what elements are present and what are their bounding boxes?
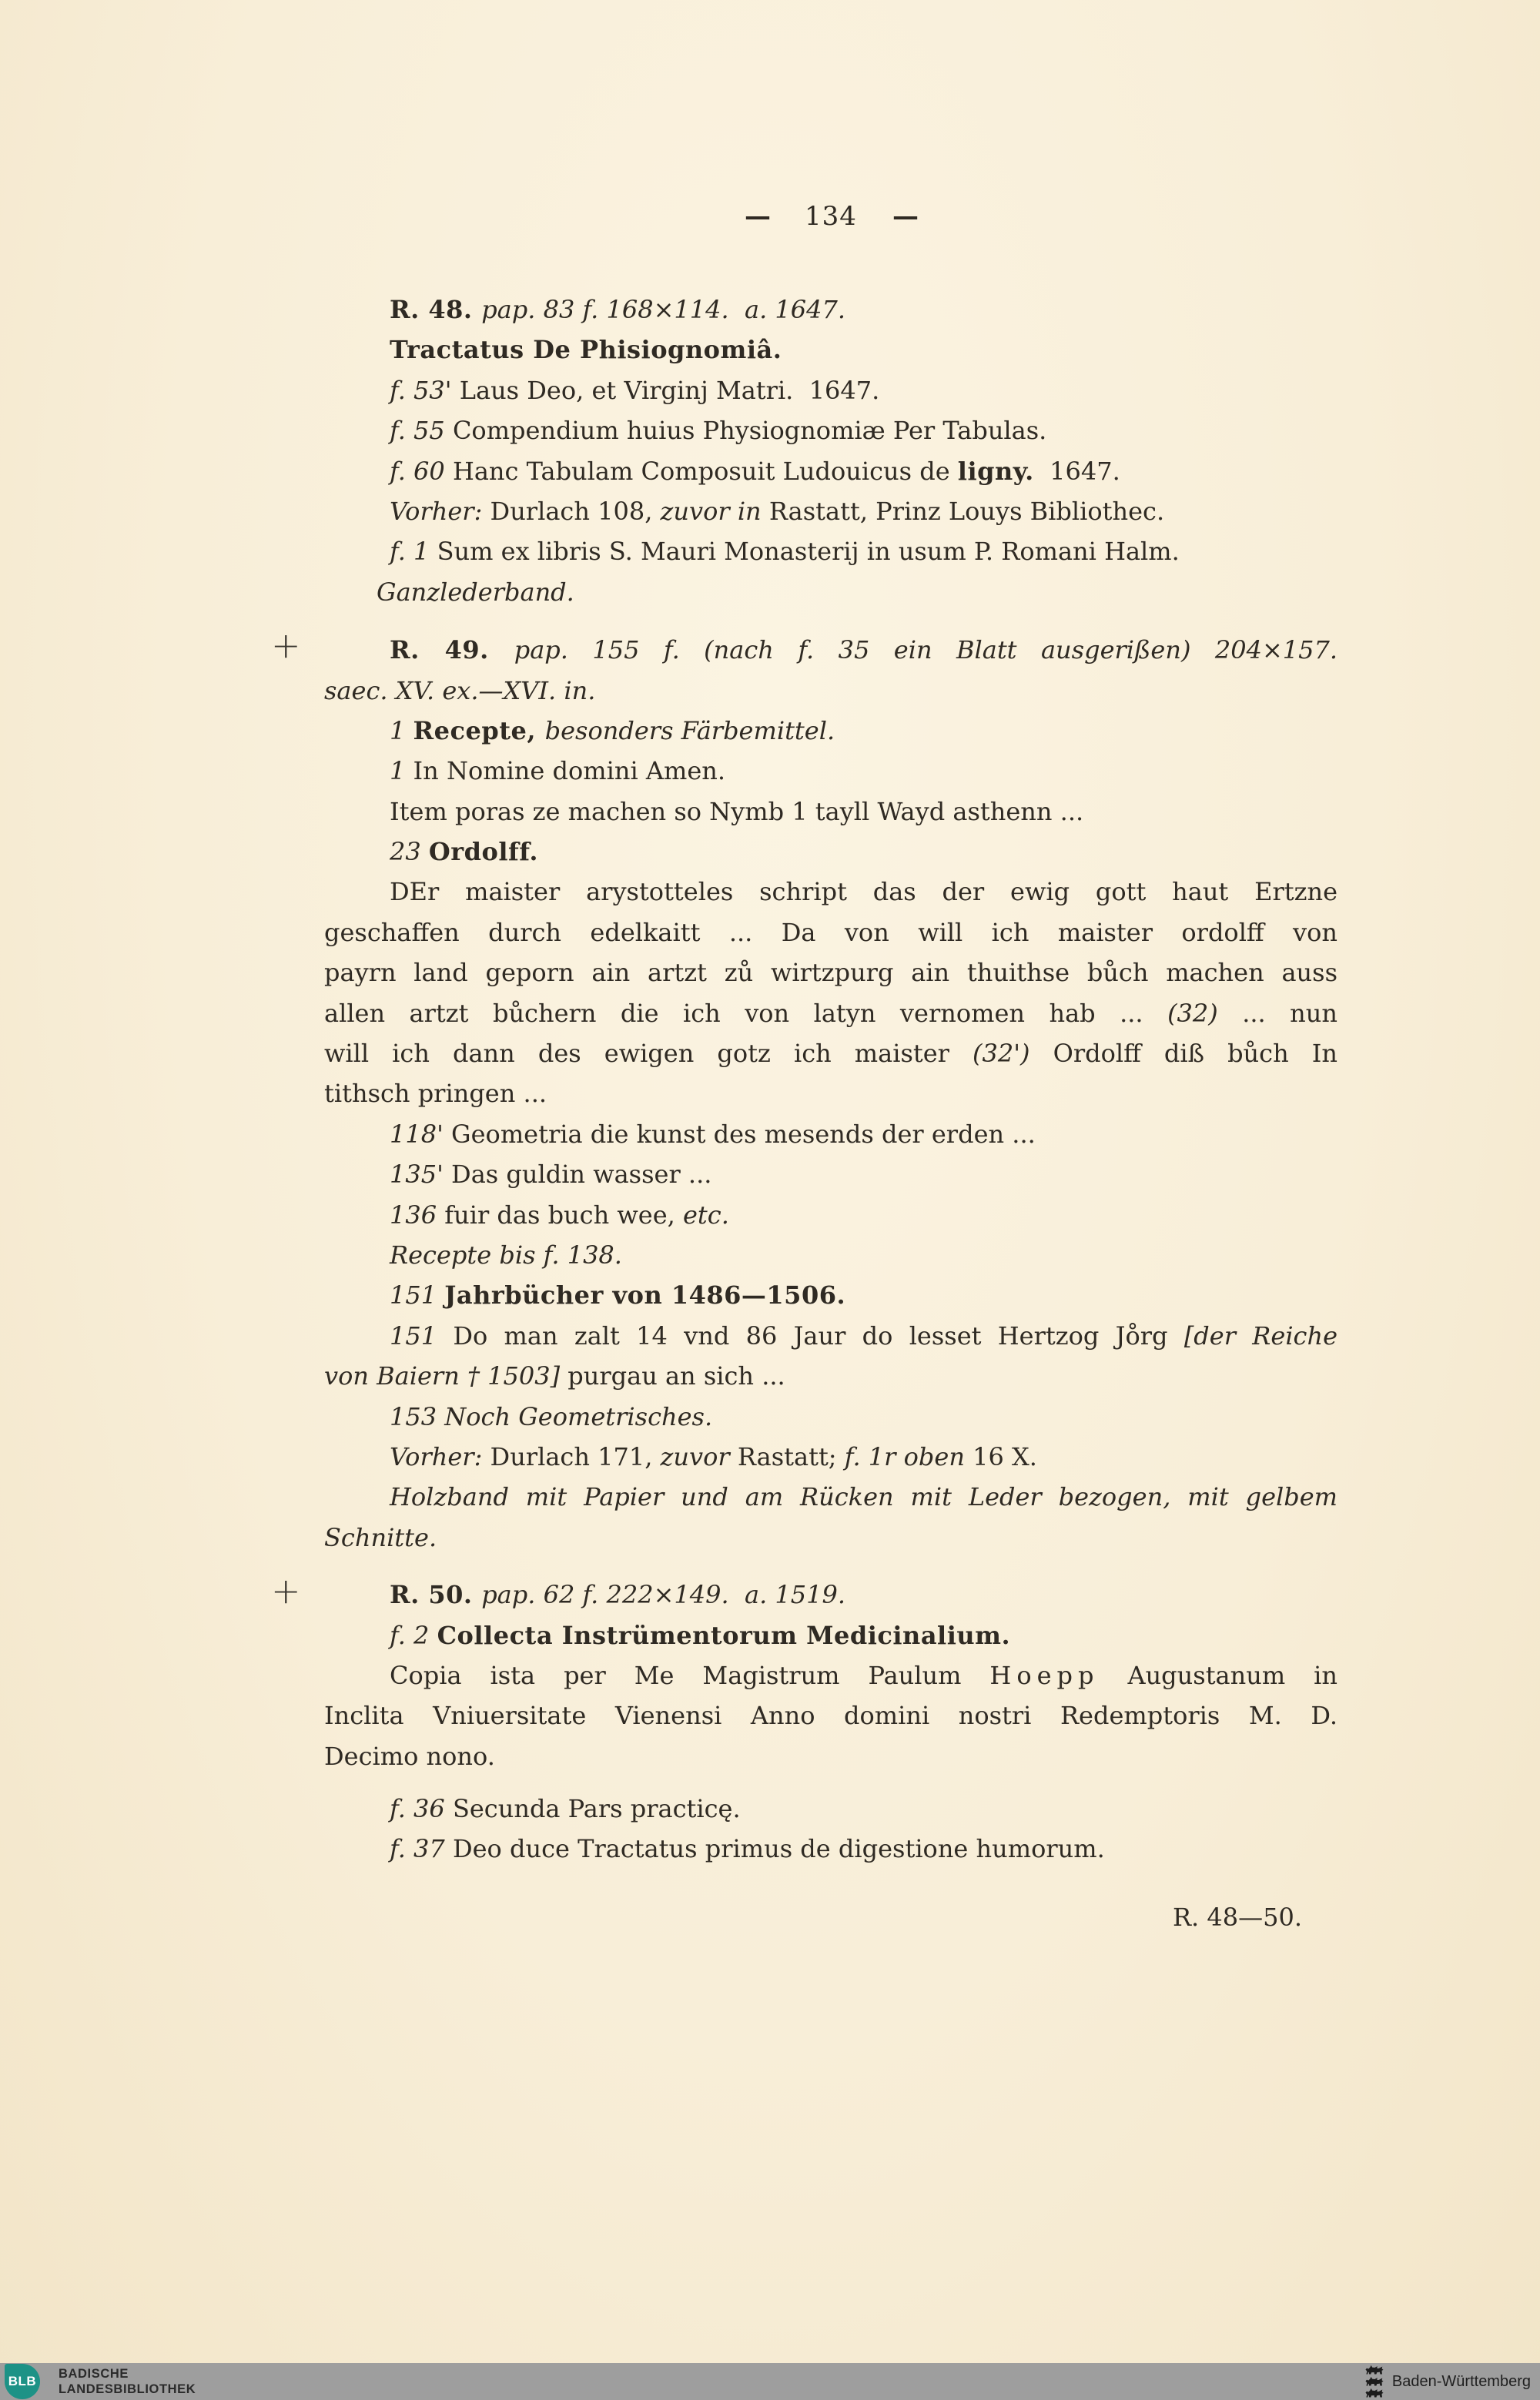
three-lions-icon: [1364, 2365, 1384, 2398]
text-line: Copia ista per Me Magistrum Paulum Hoepp Augustanum in: [390, 1660, 1338, 1690]
text-line: allen artzt bůchern die ich von latyn vernomen hab ... (32) ... nun: [324, 998, 1338, 1028]
text-line: geschaffen durch edelkaitt ... Da von will ich maister ordolff von: [324, 917, 1337, 947]
entry-range-label: R. 48—50.: [1172, 1903, 1302, 1932]
text-line: 151 Do man zalt 14 vnd 86 Jaur do lesset Hertzog Jo̊rg [der Reiche: [390, 1321, 1338, 1351]
catalog-text-block: [324, 290, 1337, 1869]
text-line: Decimo nono.: [324, 1741, 495, 1771]
text-line: Recepte bis f. 138.: [390, 1240, 622, 1270]
footer-bar: [0, 2363, 1540, 2400]
region-branding: [1364, 2363, 1531, 2400]
library-name-line2: LANDESBIBLIOTHEK: [59, 2382, 196, 2396]
text-line: von Baiern † 1503] purgau an sich ...: [324, 1361, 785, 1391]
text-line: 135' Das guldin wasser ...: [390, 1160, 712, 1190]
text-line: R. 50. pap. 62 f. 222×149. a. 1519.: [390, 1580, 846, 1610]
margin-plus-mark-r50: +: [271, 1570, 301, 1612]
text-line: Ganzlederband.: [377, 577, 574, 607]
text-line: Vorher: Durlach 171, zuvor Rastatt; f. 1r oben 16 X.: [390, 1441, 1037, 1471]
margin-plus-mark-r49: +: [271, 624, 301, 666]
blb-acronym: BLB: [8, 2374, 37, 2388]
text-line: payrn land geporn ain artzt zů wirtzpurg ain thuithse bůch machen auss: [324, 958, 1337, 988]
text-line: f. 37 Deo duce Tractatus primus de digestione humorum.: [390, 1834, 1105, 1864]
text-line: f. 60 Hanc Tabulam Composuit Ludouicus de ligny. 1647.: [390, 456, 1120, 486]
text-line: saec. XV. ex.—XVI. in.: [324, 675, 596, 705]
blb-logo: [5, 2364, 40, 2399]
text-line: f. 1 Sum ex libris S. Mauri Monasterij in usum P. Romani Halm.: [390, 537, 1180, 567]
text-line: 118' Geometria die kunst des mesends der erden ...: [390, 1119, 1036, 1149]
text-line: will ich dann des ewigen gotz ich maister (32') Ordolff diß bůch In: [324, 1039, 1338, 1069]
text-line: R. 48. pap. 83 f. 168×114. a. 1647.: [390, 295, 846, 324]
library-name: [59, 2366, 196, 2397]
header-dash-left: —: [745, 201, 770, 232]
text-line: 151 Jahrbücher von 1486—1506.: [390, 1280, 846, 1310]
page-number: 134: [805, 201, 857, 232]
text-line: Schnitte.: [324, 1522, 437, 1552]
text-line: 1 Recepte, besonders Färbemittel.: [390, 715, 835, 745]
text-line: Item poras ze machen so Nymb 1 tayll Wayd asthenn ...: [390, 796, 1084, 826]
header-dash-right: —: [892, 201, 917, 232]
text-line: Vorher: Durlach 108, zuvor in Rastatt, Prinz Louys Bibliothec.: [390, 496, 1165, 526]
region-label: Baden-Württemberg: [1391, 2372, 1531, 2390]
library-name-line1: BADISCHE: [59, 2367, 129, 2381]
text-line: R. 49. pap. 155 f. (nach f. 35 ein Blatt ausgerißen) 204×157.: [390, 635, 1338, 665]
text-line: f. 55 Compendium huius Physiognomiæ Per Tabulas.: [390, 416, 1047, 446]
text-line: 1 In Nomine domini Amen.: [390, 756, 726, 786]
text-line: DEr maister arystotteles schript das der ewig gott haut Ertzne: [390, 877, 1337, 907]
text-line: tithsch pringen ...: [324, 1079, 547, 1109]
text-line: Tractatus De Phisiognomiâ.: [390, 335, 782, 365]
text-line: Inclita Vniuersitate Vienensi Anno domini nostri Redemptoris M. D.: [324, 1701, 1337, 1731]
text-line: f. 53' Laus Deo, et Virginj Matri. 1647.: [390, 375, 880, 405]
text-line: Holzband mit Papier und am Rücken mit Leder bezogen, mit gelbem: [390, 1482, 1337, 1512]
page-header: [324, 196, 1337, 236]
text-line: 23 Ordolff.: [390, 837, 539, 867]
text-line: 153 Noch Geometrisches.: [390, 1401, 713, 1431]
text-line: f. 36 Secunda Pars practicę.: [390, 1794, 741, 1824]
text-line: f. 2 Collecta Instrümentorum Medicinalium.: [390, 1620, 1011, 1650]
text-line: 136 fuir das buch wee, etc.: [390, 1200, 729, 1230]
